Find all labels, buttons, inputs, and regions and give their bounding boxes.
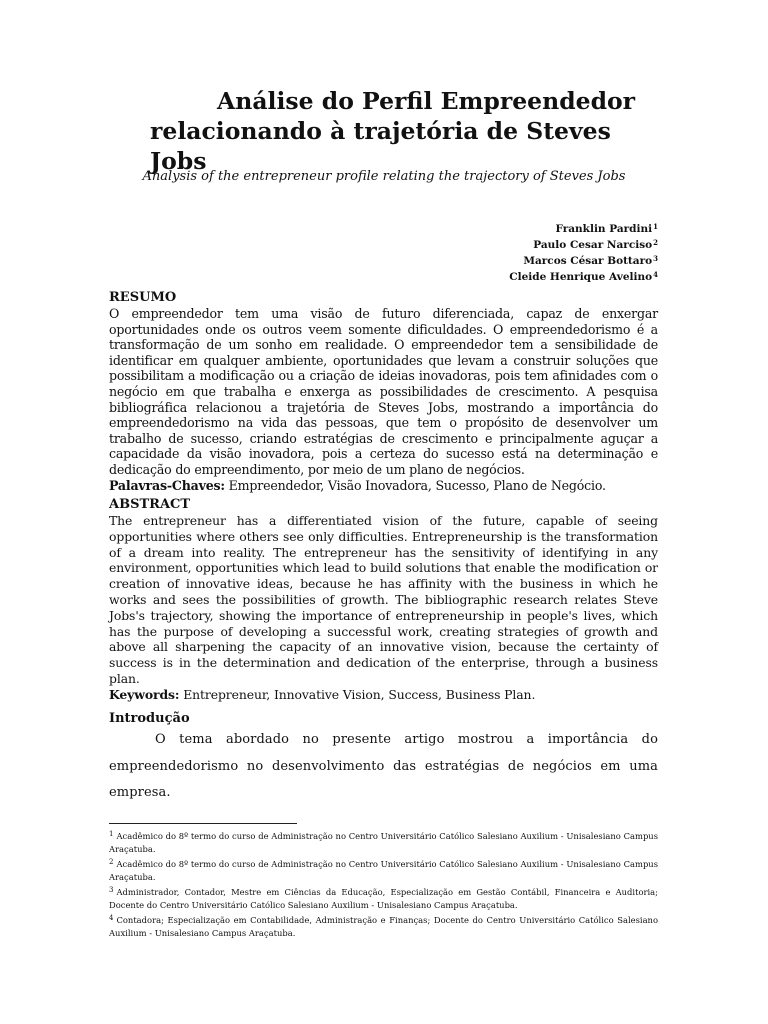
paper-title [100, 86, 668, 176]
resumo-heading: RESUMO [109, 290, 177, 305]
author: Franklin Pardini$^1$ [555, 222, 658, 235]
author-list [509, 220, 658, 284]
keywords-value: Entrepreneur, Innovative Vision, Success, Business Plan. [179, 686, 536, 702]
footnotes [109, 828, 658, 940]
footnote-4: $^4$ Contadora; Especialização em Contabilidade, Administração e Finanças; Docente do Centro Universitário Católico Salesiano Auxilium - Unisalesiano Campus Araçatuba. [109, 914, 658, 938]
introducao-section [109, 711, 658, 807]
author: Paulo Cesar Narciso$^2$ [533, 238, 658, 251]
title-line-1: Análise do Perfil Empreendedor [217, 87, 636, 115]
title-line-2: relacionando à trajetória de Steves Jobs [150, 117, 611, 175]
footnote-divider [109, 823, 297, 824]
resumo-keywords [109, 478, 658, 494]
footnote-1: $^1$ Acadêmico do 8º termo do curso de Administração no Centro Universitário Católico Salesiano Auxilium - Unisalesiano Campus Araçatuba. [109, 830, 658, 854]
resumo-body: O empreendedor tem uma visão de futuro diferenciada, capaz de enxergar oportunidades onde os outros veem somente dificuldades. O empreendedorismo é a transformação de um sonho em realidade. O empreendedor tem a sensibilidade de identificar em qualquer ambiente, oportunidades que levam a construir soluções que possibilitam a modificação ou a criação de ideias inovadoras, pois tem afinidades com o negócio em que trabalha e enxerga as possibilidades de crescimento. A pesquisa bibliográfica relacionou a trajetória de Steves Jobs, mostrando a importância do empreendedorismo na vida das pessoas, que tem o propósito de desenvolver um trabalho de sucesso, criando estratégias de crescimento e principalmente aguçar a capacidade da visão inovadora, pois a certeza do sucesso está na determinação e dedicação do empreendimento, por meio de um plano de negócios. [109, 306, 658, 477]
abstract-keywords [109, 687, 658, 703]
abstract-section [109, 497, 658, 703]
abstract-body: The entrepreneur has a differentiated vision of the future, capable of seeing opportunities where others see only difficulties. Entrepreneurship is the transformation of a dream into reality. The entrepreneur has the sensitivity of identifying in any environment, opportunities which lead to build solutions that enable the modification or creation of innovative ideas, because he has affinity with the business in which he works and sees the possibilities of growth. The bibliographic research relates Steve Jobs's trajectory, showing the importance of entrepreneurship in people's lives, which has the purpose of developing a successful work, creating strategies of growth and above all sharpening the capacity of an innovative vision, because the certainty of success is in the determination and dedication of the enterprise, through a business plan. [109, 513, 658, 686]
keywords-label: Palavras-Chaves: [109, 477, 225, 493]
author: Cleide Henrique Avelino$^4$ [509, 270, 658, 283]
introducao-heading: Introdução [109, 711, 190, 726]
footnote-2: $^2$ Acadêmico do 8º termo do curso de Administração no Centro Universitário Católico Salesiano Auxilium - Unisalesiano Campus Araçatuba. [109, 858, 658, 882]
english-title: Analysis of the entrepreneur profile relating the trajectory of Steves Jobs [142, 169, 626, 184]
introducao-body: O tema abordado no presente artigo mostrou a importância do empreendedorismo no desenvolvimento das estratégias de negócios em uma empresa. [109, 732, 658, 800]
abstract-heading: ABSTRACT [109, 497, 191, 512]
keywords-label: Keywords: [109, 686, 180, 702]
resumo-section [109, 290, 658, 493]
footnote-3: $^3$ Administrador, Contador, Mestre em Ciências da Educação, Especialização em Gestão Contábil, Financeira e Auditoria; Docente do Centro Universitário Católico Salesiano Auxilium - Unisalesiano Campus Araçatuba. [109, 886, 658, 910]
keywords-value: Empreendedor, Visão Inovadora, Sucesso, Plano de Negócio. [224, 477, 606, 493]
author: Marcos César Bottaro$^3$ [523, 254, 658, 267]
